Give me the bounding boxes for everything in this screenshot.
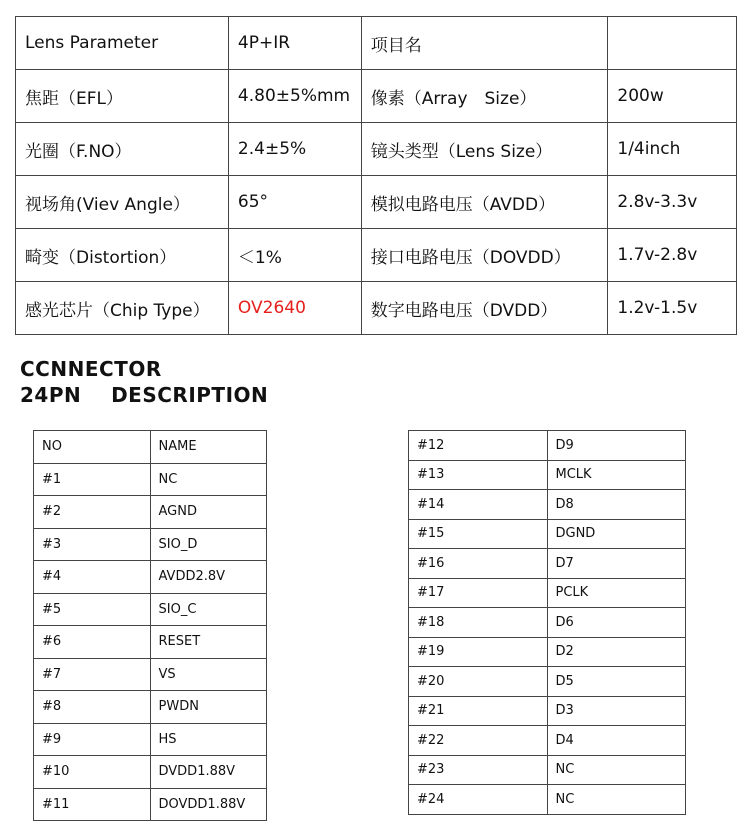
pin-row bbox=[409, 490, 686, 520]
pin-number: #16 bbox=[409, 549, 548, 579]
pin-row bbox=[34, 561, 267, 594]
pin-header-row bbox=[34, 431, 267, 464]
spec-cell: 像素（Array Size） bbox=[361, 70, 608, 123]
pin-name: D2 bbox=[547, 637, 686, 667]
spec-cell: 模拟电路电压（AVDD） bbox=[361, 176, 608, 229]
pin-name: SIO_D bbox=[150, 528, 267, 561]
spec-cell: 焦距（EFL） bbox=[16, 70, 229, 123]
pin-number: #1 bbox=[34, 463, 151, 496]
spec-cell: 光圈（F.NO） bbox=[16, 123, 229, 176]
pin-name: NC bbox=[547, 785, 686, 815]
pin-number: #15 bbox=[409, 519, 548, 549]
pin-number: #19 bbox=[409, 637, 548, 667]
pin-row bbox=[409, 549, 686, 579]
pin-name: NC bbox=[547, 755, 686, 785]
connector-title: CCNNECTOR bbox=[20, 357, 162, 381]
pin-name: AVDD2.8V bbox=[150, 561, 267, 594]
pin-name-header: NAME bbox=[150, 431, 267, 464]
pin-row bbox=[409, 578, 686, 608]
pin-number: #14 bbox=[409, 490, 548, 520]
pin-number: #24 bbox=[409, 785, 548, 815]
spec-cell: 数字电路电压（DVDD） bbox=[361, 282, 608, 335]
spec-cell: 2.4±5% bbox=[228, 123, 361, 176]
pin-name: RESET bbox=[150, 626, 267, 659]
pin-number: #12 bbox=[409, 431, 548, 461]
pin-row bbox=[34, 593, 267, 626]
connector-subtitle: 24PN DESCRIPTION bbox=[20, 383, 269, 407]
pin-name: D5 bbox=[547, 667, 686, 697]
pin-row bbox=[409, 726, 686, 756]
pin-name: DVDD1.88V bbox=[150, 756, 267, 789]
spec-cell: ＜1% bbox=[228, 229, 361, 282]
pin-number: #2 bbox=[34, 496, 151, 529]
pin-table-left bbox=[33, 430, 267, 821]
pin-row bbox=[34, 658, 267, 691]
spec-cell: 项目名 bbox=[361, 17, 608, 70]
pin-name: AGND bbox=[150, 496, 267, 529]
pin-number: #21 bbox=[409, 696, 548, 726]
pin-row bbox=[409, 785, 686, 815]
spec-row bbox=[16, 17, 737, 70]
spec-cell: 感光芯片（Chip Type） bbox=[16, 282, 229, 335]
pin-name: SIO_C bbox=[150, 593, 267, 626]
pin-row bbox=[409, 696, 686, 726]
pin-number: #5 bbox=[34, 593, 151, 626]
connector-heading bbox=[20, 356, 268, 408]
pin-name: MCLK bbox=[547, 460, 686, 490]
pin-row bbox=[34, 528, 267, 561]
spec-cell: 1/4inch bbox=[608, 123, 737, 176]
pin-name: NC bbox=[150, 463, 267, 496]
spec-cell: 1.2v-1.5v bbox=[608, 282, 737, 335]
spec-row bbox=[16, 70, 737, 123]
spec-cell: 畸变（Distortion） bbox=[16, 229, 229, 282]
pin-row bbox=[34, 496, 267, 529]
pin-number: #23 bbox=[409, 755, 548, 785]
pin-row bbox=[34, 723, 267, 756]
pin-name: D6 bbox=[547, 608, 686, 638]
pin-number: #13 bbox=[409, 460, 548, 490]
pin-number: #8 bbox=[34, 691, 151, 724]
pin-row bbox=[409, 608, 686, 638]
pin-number: #20 bbox=[409, 667, 548, 697]
spec-cell: 4P+IR bbox=[228, 17, 361, 70]
pin-table-right bbox=[408, 430, 686, 815]
pin-row bbox=[409, 460, 686, 490]
spec-cell: Lens Parameter bbox=[16, 17, 229, 70]
spec-cell: 2.8v-3.3v bbox=[608, 176, 737, 229]
pin-name: D4 bbox=[547, 726, 686, 756]
spec-cell: 视场角(Viev Angle） bbox=[16, 176, 229, 229]
pin-number: #9 bbox=[34, 723, 151, 756]
spec-cell: 接口电路电压（DOVDD） bbox=[361, 229, 608, 282]
pin-number: #17 bbox=[409, 578, 548, 608]
pin-row bbox=[409, 667, 686, 697]
pin-number: #10 bbox=[34, 756, 151, 789]
spec-row bbox=[16, 123, 737, 176]
pin-name: HS bbox=[150, 723, 267, 756]
pin-row bbox=[34, 788, 267, 821]
pin-row bbox=[409, 431, 686, 461]
spec-row bbox=[16, 229, 737, 282]
pin-name: D7 bbox=[547, 549, 686, 579]
spec-row bbox=[16, 176, 737, 229]
pin-number: #6 bbox=[34, 626, 151, 659]
pin-row bbox=[34, 756, 267, 789]
pin-name: VS bbox=[150, 658, 267, 691]
spec-cell: 1.7v-2.8v bbox=[608, 229, 737, 282]
pin-row bbox=[409, 637, 686, 667]
spec-row bbox=[16, 282, 737, 335]
pin-number: #11 bbox=[34, 788, 151, 821]
lens-spec-table bbox=[15, 16, 737, 335]
spec-cell: 镜头类型（Lens Size） bbox=[361, 123, 608, 176]
pin-number: #3 bbox=[34, 528, 151, 561]
pin-name: DOVDD1.88V bbox=[150, 788, 267, 821]
pin-name: PWDN bbox=[150, 691, 267, 724]
spec-cell bbox=[608, 17, 737, 70]
pin-row bbox=[34, 463, 267, 496]
pin-row bbox=[409, 519, 686, 549]
pin-name: DGND bbox=[547, 519, 686, 549]
pin-no-header: NO bbox=[34, 431, 151, 464]
spec-cell: 65° bbox=[228, 176, 361, 229]
pin-row bbox=[34, 626, 267, 659]
pin-number: #7 bbox=[34, 658, 151, 691]
pin-name: D9 bbox=[547, 431, 686, 461]
pin-row bbox=[409, 755, 686, 785]
pin-number: #22 bbox=[409, 726, 548, 756]
pin-number: #4 bbox=[34, 561, 151, 594]
spec-cell: 200w bbox=[608, 70, 737, 123]
pin-name: D3 bbox=[547, 696, 686, 726]
spec-cell: 4.80±5%mm bbox=[228, 70, 361, 123]
pin-row bbox=[34, 691, 267, 724]
pin-name: D8 bbox=[547, 490, 686, 520]
pin-number: #18 bbox=[409, 608, 548, 638]
chip-type-value: OV2640 bbox=[228, 282, 361, 335]
pin-name: PCLK bbox=[547, 578, 686, 608]
